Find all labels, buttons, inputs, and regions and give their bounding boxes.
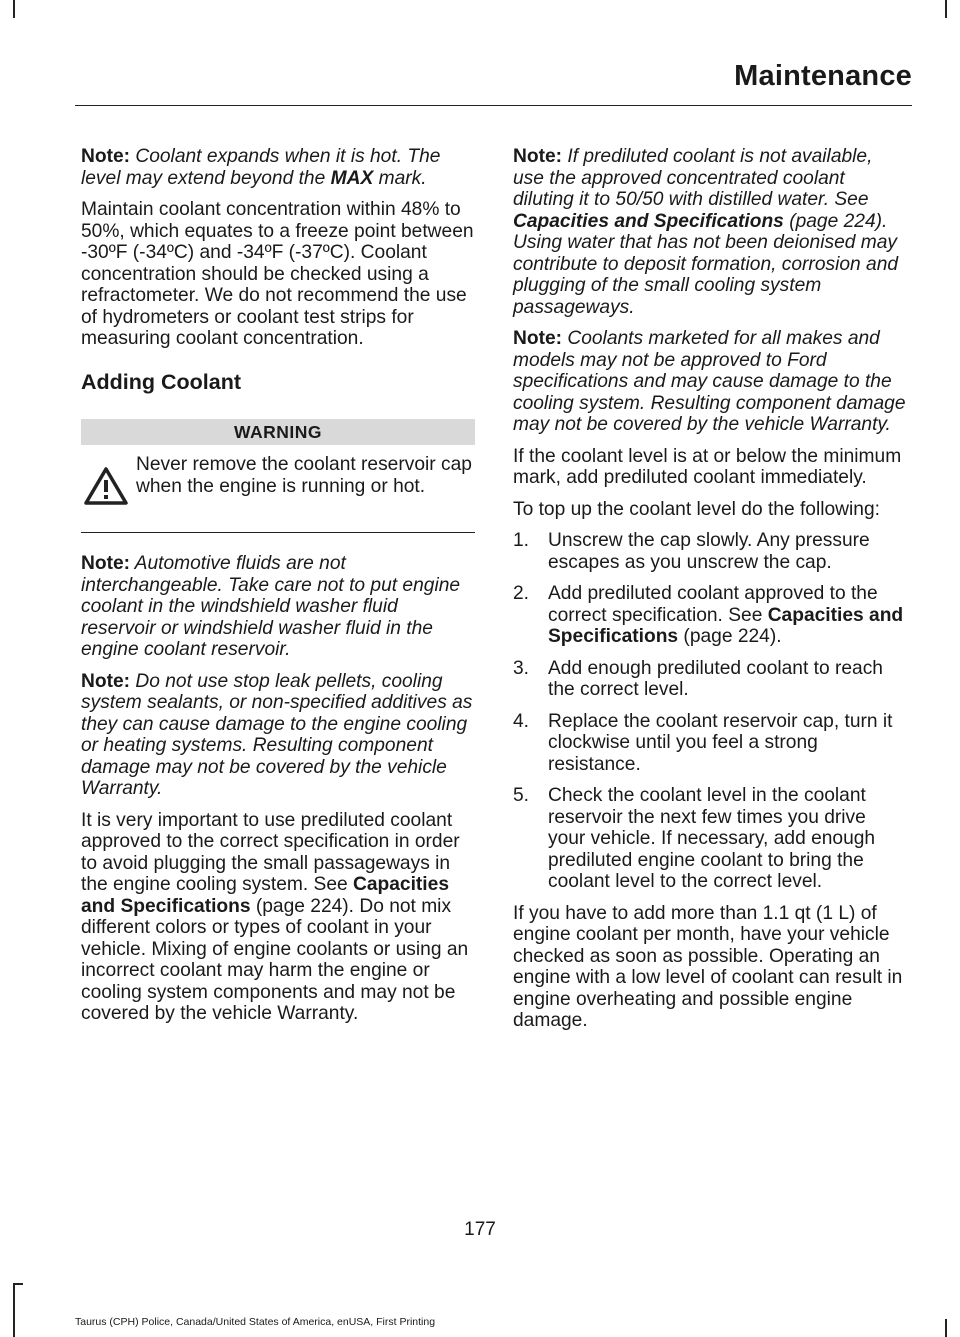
crop-mark-bottom-left <box>13 1283 15 1337</box>
note-text: Coolant expands when it is hot. The level may extend beyond the <box>81 146 441 189</box>
note-label: Note: <box>513 328 563 349</box>
page-title: Maintenance <box>734 60 912 92</box>
list-item <box>513 583 908 648</box>
list-item <box>513 658 908 701</box>
list-item <box>513 530 908 573</box>
right-column <box>513 146 908 1042</box>
step-number: 3. <box>513 657 530 679</box>
max-mark-label: MAX <box>330 167 374 189</box>
step-text: Replace the coolant reservoir cap, turn it clockwise until you feel a strong resistance. <box>548 710 893 775</box>
warning-divider <box>81 532 475 533</box>
warning-banner: WARNING <box>81 419 475 445</box>
header-divider <box>75 105 912 106</box>
step-text: Add enough prediluted coolant to reach the correct level. <box>548 657 883 700</box>
step-text: Add prediluted coolant approved to the correct specification. See <box>548 583 878 626</box>
note-fluids <box>81 553 475 661</box>
warning-box <box>81 454 475 518</box>
note-label: Note: <box>81 146 131 167</box>
footer-text: Taurus (CPH) Police, Canada/United States of America, enUSA, First Printing <box>75 1316 436 1328</box>
crop-mark-top-left <box>13 0 15 18</box>
crop-mark-top-right <box>945 0 947 18</box>
capacities-link[interactable]: Capacities and Specifications <box>81 874 449 917</box>
step-text: Check the coolant level in the coolant reservoir the next few times you drive your vehicle. If necessary, add enough prediluted engine coolant to bring the coolant level to the correct level. <box>548 785 876 892</box>
step-number: 2. <box>513 583 530 604</box>
section-heading: Adding Coolant <box>81 369 242 394</box>
note-concentrated <box>513 146 908 318</box>
paragraph-text: (page 224). Do not mix different colors or types of coolant in your vehicle. Mixing of engine coolants or using an incorrect coolant may harm the engine or cooling system components and may not be covered by the vehicle Warranty. <box>81 895 469 1024</box>
left-column <box>81 146 475 1035</box>
capacities-link[interactable]: Capacities and Specifications <box>548 604 904 647</box>
note-text: Automotive fluids are not interchangeable. Take care not to put engine coolant in the windshield washer fluid reservoir or windshield washer fluid in the engine coolant reservoir. <box>81 553 461 660</box>
warning-triangle-icon <box>83 466 129 506</box>
capacities-link[interactable]: Capacities and Specifications <box>513 210 784 232</box>
note-text: mark. <box>373 167 427 189</box>
note-text: (page 224). Using water that has not been deionised may contribute to deposit formation, corrosion and plugging of the small cooling system passageways. <box>513 210 899 318</box>
minimum-mark-paragraph: If the coolant level is at or below the minimum mark, add prediluted coolant immediately. <box>513 445 902 488</box>
step-number: 1. <box>513 530 530 551</box>
top-up-intro: To top up the coolant level do the following: <box>513 498 880 520</box>
step-number: 5. <box>513 785 530 806</box>
note-text: If prediluted coolant is not available, use the approved concentrated coolant diluting it to 50/50 with distilled water. See <box>513 146 873 210</box>
note-coolant-expands <box>81 146 475 189</box>
concentration-paragraph: Maintain coolant concentration within 48% to 50%, which equates to a freeze point between -30ºF (-34ºC) and -34ºF (-37ºC). Coolant concentration should be checked using a refractometer. We do not recommend the use of hydrometers or coolant test strips for measuring coolant concentration. <box>81 199 474 349</box>
note-text: Do not use stop leak pellets, cooling system sealants, or non-specified additives as they can cause damage to the engine cooling or heating systems. Resulting component damage may not be covered by the vehicle Warranty. <box>81 670 473 799</box>
prediluted-paragraph <box>81 810 475 1025</box>
step-number: 4. <box>513 710 530 732</box>
note-text: Coolants marketed for all makes and models may not be approved to Ford specifications and may cause damage to the cooling system. Resulting component damage may not be covered by the vehicle Warranty. <box>513 328 906 435</box>
note-label: Note: <box>81 553 131 574</box>
note-label: Note: <box>513 146 563 167</box>
list-item <box>513 785 908 893</box>
step-text: (page 224). <box>678 626 782 647</box>
page-number: 177 <box>464 1219 496 1240</box>
list-item <box>513 711 908 776</box>
monthly-coolant-paragraph: If you have to add more than 1.1 qt (1 L) of engine coolant per month, have your vehicle checked as soon as possible. Operating an engine with a low level of coolant can result in engine overheating and possible engine damage. <box>513 902 903 1031</box>
top-up-steps <box>513 530 908 893</box>
crop-mark-bottom-right <box>945 1319 947 1337</box>
note-stop-leak <box>81 671 475 800</box>
note-label: Note: <box>81 670 131 692</box>
step-text: Unscrew the cap slowly. Any pressure escapes as you unscrew the cap. <box>548 530 870 573</box>
crop-mark-bottom-left-h <box>13 1283 23 1285</box>
paragraph-text: It is very important to use prediluted coolant approved to the correct specification in order to avoid plugging the small passageways in the engine cooling system. See <box>81 809 460 895</box>
note-all-makes <box>513 328 908 436</box>
warning-text: Never remove the coolant reservoir cap when the engine is running or hot. <box>136 454 472 497</box>
